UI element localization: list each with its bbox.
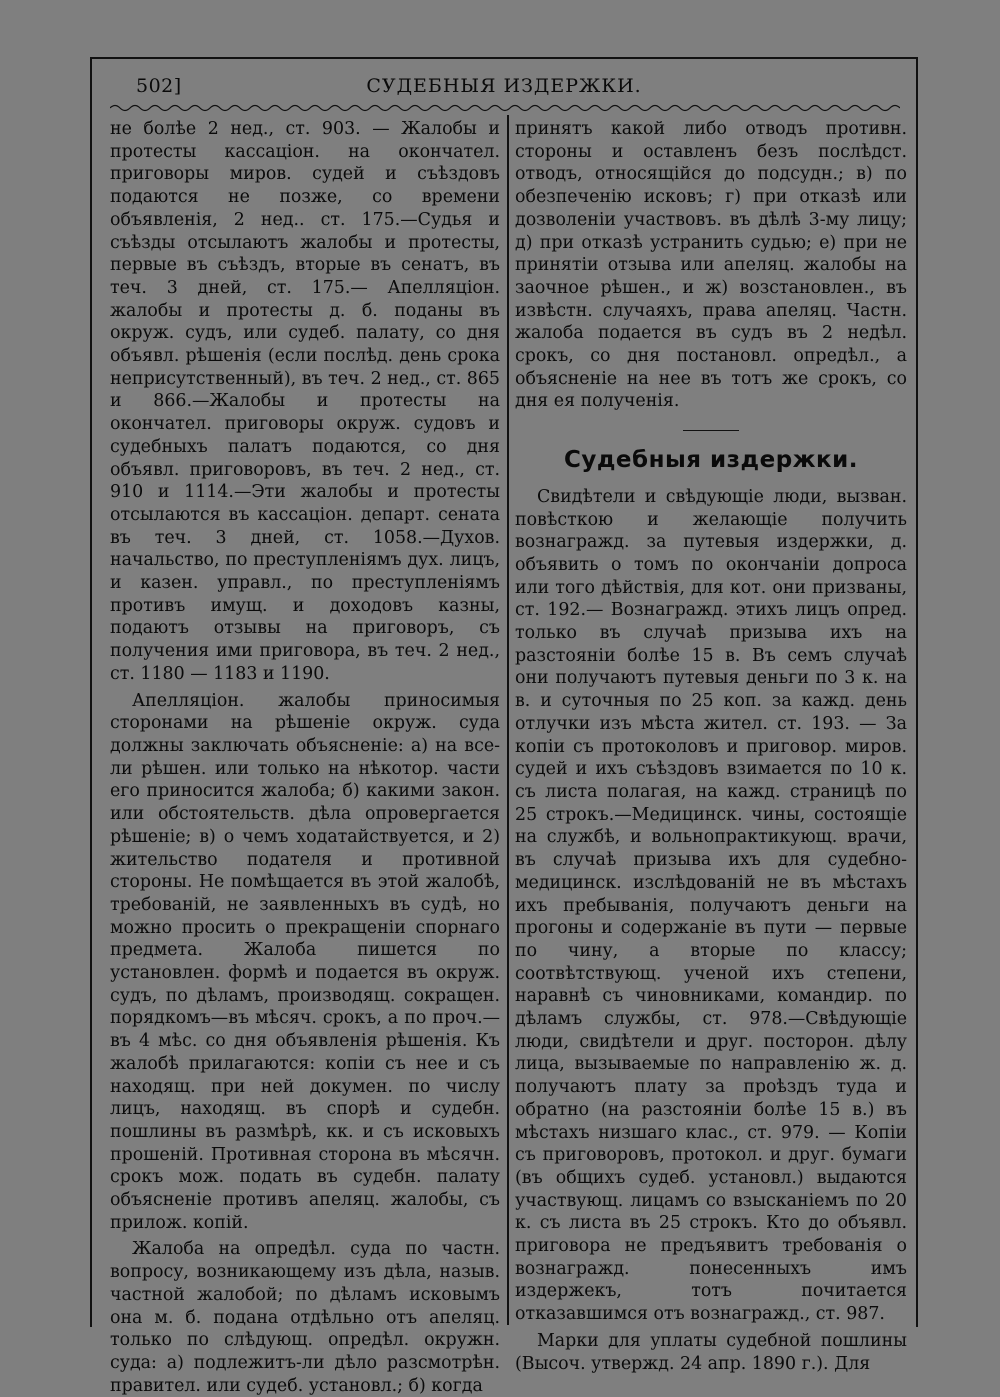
left-paragraph-3: Жалоба на опредѣл. суда по частн. вопросу, возникающему изъ дѣла, назыв. частной жалобой; по дѣламъ исковымъ она м. б. подана отдѣльно отъ апеляц. только по слѣдующ. опредѣл. окружн. суда: а) подлежитъ-ли дѣло разсмотрѣн. правител. или судеб. установл.; б) когда (110, 1239, 500, 1396)
left-column (110, 118, 500, 1397)
column-divider (507, 115, 509, 1325)
frame-left-border (90, 57, 92, 1327)
left-paragraph-2: Апелляціон. жалобы приносимыя сторонами на рѣшеніе окруж. суда должны заключать объясненіе: а) на все-ли рѣшен. или только на нѣкотор. части его приносится жалоба; б) какими закон. или обстоятельств. дѣла опровергается рѣшеніе; в) о чемъ ходатайствуется, и 2) жительство подателя и противной стороны. Не помѣщается въ этой жалобѣ, требованій, не заявленныхъ въ судѣ, но можно просить о прекращеніи спорнаго предмета. Жалоба пишется по установлен. формѣ и подается въ окруж. судъ, по дѣламъ, производящ. сокращен. порядкомъ—въ мѣсяч. срокъ, а по проч.— въ 4 мѣс. со дня объявленія рѣшенія. Къ жалобѣ прилагаются: копіи съ нее и съ находящ. при ней докумен. по числу лицъ, находящ. въ спорѣ и судебн. пошлины въ размѣрѣ, кк. и съ исковыхъ прошеній. Противная сторона въ мѣсячн. срокъ мож. подать въ судебн. палату объясненіе противъ апеляц. жалобы, съ прилож. копій. (110, 690, 500, 1233)
right-paragraph-2: Свидѣтели и свѣдующіе люди, вызван. повѣсткою и желающіе получить вознагражд. за путевыя издержки, д. объявить о томъ по окончаніи допроса или того дѣйствія, для кот. они призваны, ст. 192.— Вознагражд. этихъ лицъ опред. только въ случаѣ призыва ихъ на разстояніи болѣе 15 в. Въ семъ случаѣ они получаютъ путевыя деньги по 3 к. на в. и суточныя по 25 коп. за кажд. день отлучки изъ мѣста жител. ст. 193. — За копіи съ протоколовъ и приговор. миров. судей и ихъ съѣздовъ взимается по 10 к. съ листа полагая, на кажд. страницѣ по 25 строкъ.—Медицинск. чины, состоящіе на службѣ, и вольнопрактикующ. врачи, въ случаѣ призыва ихъ для судебно-медицинск. изслѣдованій не въ мѣстахъ ихъ пребыванія, получаютъ деньги на прогоны и содержаніе въ пути — первые по чину, а вторые по классу; соотвѣтствующ. ученой ихъ степени, наравнѣ съ чиновниками, командир. по дѣламъ службы, ст. 978.—Свѣдующіе люди, свидѣтели и друг. посторон. дѣлу лица, вызываемые по направленію ж. д. получаютъ плату за проѣздъ туда и обратно (на разстояніи болѣе 15 в.) въ мѣстахъ низшаго клас., ст. 979. — Копіи съ приговоровъ, протокол. и друг. бумаги (въ общихъ судеб. установл.) выдаются участвующ. лицамъ со взысканіемъ по 20 к. съ листа въ 25 строкъ. Кто до объявл. приговора не предъявитъ требованія о вознагражд. понесенныхъ имъ издержекъ, тотъ почитается отказавшимся отъ вознагражд., ст. 987. (515, 486, 907, 1325)
right-paragraph-3: Марки для уплаты судебной пошлины (Высоч. утвержд. 24 апр. 1890 г.). Для (515, 1330, 907, 1374)
frame-right-border (916, 57, 918, 1327)
section-heading: Судебныя издержки. (563, 447, 859, 474)
right-column (515, 118, 907, 1375)
running-title: СУДЕБНЫЯ ИЗДЕРЖКИ. (366, 75, 642, 97)
left-paragraph-1: не болѣе 2 нед., ст. 903. — Жалобы и протесты кассаціон. на окончател. приговоры миров. судей и съѣздовъ подаются не позже, со времени объявленія, 2 нед.. ст. 175.—Судья и съѣзды отсылаютъ жалобы и протесты, первые въ съѣздъ, вторые въ сенатъ, въ теч. 3 дней, ст. 175.— Апелляціон. жалобы и протесты д. б. поданы въ окруж. судъ, или судеб. палату, со дня объявл. рѣшенія (если послѣд. день срока неприсутственный), въ теч. 2 нед., ст. 865 и 866.—Жалобы и протесты на окончател. приговоры окруж. судовъ и судебныхъ палатъ подаются, со дня объявл. приговоровъ, въ теч. 2 нед., ст. 910 и 1114.—Эти жалобы и протесты отсылаются въ кассаціон. департ. сената въ теч. 3 дней, ст. 1058.—Духов. начальство, по преступленіямъ дух. лицъ, и казен. управл., по преступленіямъ противъ имущ. и доходовъ казны, подаютъ отзывы на приговоръ, съ получения ими приговора, въ теч. 2 нед., ст. 1180 — 1183 и 1190. (110, 119, 500, 684)
frame-top-border (90, 57, 918, 59)
page-number: 502] (136, 75, 182, 97)
section-separator-rule (683, 430, 739, 431)
wavy-rule-decoration (110, 101, 900, 115)
right-paragraph-1: принятъ какой либо отводъ противн. стороны и оставленъ безъ послѣдст. отводъ, относящійся до подсудн.; в) по обезпеченію исковъ; г) при отказѣ или дозволеніи участвовъ. въ дѣлѣ 3-му лицу; д) при отказѣ устранить судью; е) при не принятіи отзыва или апеляц. жалобы на заочное рѣшен., и ж) возстановлен., въ извѣстн. случаяхъ, права апеляц. Частн. жалоба подается въ судъ въ 2 недѣл. срокъ, со дня постановл. опредѣл., а объясненіе на нее въ тотъ же срокъ, со дня ея полученія. (515, 119, 907, 412)
